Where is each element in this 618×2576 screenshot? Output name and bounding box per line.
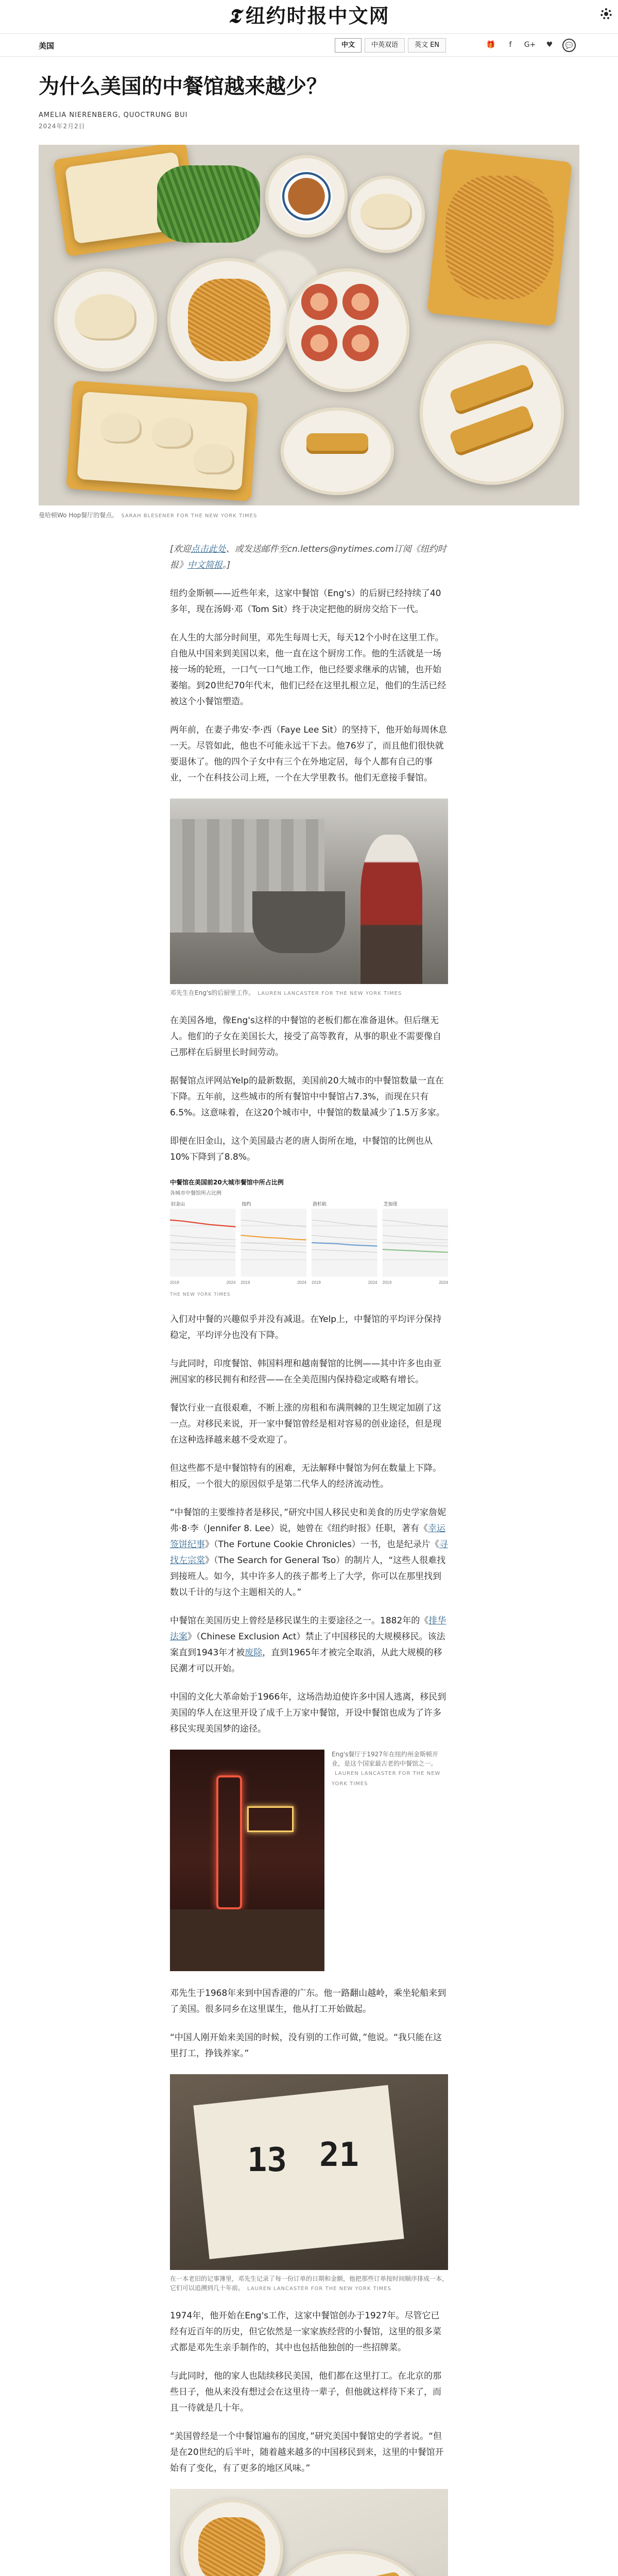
paragraph: “中餐馆的主要维持者是移民，”研究中国人移民史和美食的历史学家詹妮弗·8·李（Jennifer 8. Lee）说，她曾在《纽约时报》任职，著有《幸运签饼纪事》（The Fortune Cookie Chronicles）一书，也是纪录片《寻找左宗棠》（The Search for General Tso）的制片人，“这些人很难找到接班人。如今，其中许多人的孩子都考上了大学，你可以在那里找到数以千计的与这个主题相关的人。” bbox=[170, 1507, 448, 1598]
chart-panel-label: 纽约 bbox=[242, 1201, 251, 1207]
sign-caption: Eng's餐厅于1927年在纽约州金斯顿开业，是这个国家最古老的中餐馆之一。 LAUREN LANCASTER FOR THE NEW YORK TIMES bbox=[332, 1751, 441, 1787]
chart-title: 中餐馆在美国前20大城市餐馆中所占比例 bbox=[170, 1179, 284, 1186]
article-header bbox=[0, 72, 618, 130]
paragraph: 中餐馆在美国历史上曾经是移民谋生的主要途径之一。1882年的《排华法案》（Chinese Exclusion Act）禁止了中国移民的大规模移民。该法案直到1943年才被废除，直到1965年才被完全取消，从此大规模的移民潮才可以开始。 bbox=[170, 1616, 447, 1674]
logo-text: 纽约时报中文网 bbox=[245, 4, 390, 27]
chart-source: THE NEW YORK TIMES bbox=[170, 1292, 231, 1297]
paragraph: 纽约金斯顿——近些年来，这家中餐馆（Eng's）的后厨已经持续了40多年，现在汤姆·邓（Tom Sit）终于决定把他的厨房交给下一代。 bbox=[170, 588, 441, 615]
paragraph: 据餐馆点评网站Yelp的最新数据，美国前20大城市的中餐馆数量一直在下降。五年前，这些城市的所有餐馆中中餐馆占7.3%，而现在只有6.5%。这意味着，在这20个城市中，中餐馆的数量减少了1.5万多家。 bbox=[170, 1076, 445, 1118]
chart-panel-label: 旧金山 bbox=[171, 1201, 185, 1207]
chart-panel-label: 洛杉矶 bbox=[313, 1201, 327, 1207]
paragraph: 在人生的大部分时间里，邓先生每周七天，每天12个小时在这里工作。自他从中国来到美国以来，他一直在这个厨房工作。他的生活就是一场接一场的轮班，一口气一口气地工作，他已经要求继承的店铺，也开始萎缩。到20世纪70年代末，他们已经在这里扎根立足，他们的生活已经被这个小餐馆塑造。 bbox=[170, 633, 447, 707]
paragraph: 1974年，他开始在Eng's工作，这家中餐馆创办于1927年。尽管它已经有近百年的历史，但它依然是一家家族经营的小餐馆，这里的很多菜式都是邓先生亲手制作的，其中也包括他独创的一些招牌菜。 bbox=[170, 2311, 441, 2353]
chart-tick-label: 2019 bbox=[312, 1280, 321, 1285]
subscribe-link[interactable]: 点击此处 bbox=[191, 544, 226, 554]
hero-caption bbox=[39, 511, 579, 521]
headline: 为什么美国的中餐馆越来越少？ bbox=[39, 75, 327, 98]
section-link[interactable]: 美国 bbox=[39, 41, 55, 50]
language-switcher bbox=[335, 38, 446, 53]
chart-tick-label: 2019 bbox=[170, 1280, 179, 1285]
gear-icon[interactable] bbox=[600, 8, 612, 20]
save-icon[interactable]: ♥ bbox=[546, 41, 553, 49]
lang-chinese-button[interactable]: 中文 bbox=[335, 38, 362, 53]
chart-tick-label: 2024 bbox=[368, 1280, 377, 1285]
paragraph: 餐饮行业一直很艰难，不断上涨的房租和布满荆棘的卫生规定加剧了这一点。对移民来说，开一家中餐馆曾经是相对容易的创业途径，但是现在这种选择越来越不受欢迎了。 bbox=[170, 1403, 441, 1445]
article-body bbox=[170, 521, 448, 2576]
exclusion-act-link[interactable]: 排华法案 bbox=[170, 1616, 447, 1642]
book-link[interactable]: 幸运签饼纪事 bbox=[170, 1523, 445, 1550]
chart-tick-label: 2024 bbox=[226, 1280, 236, 1285]
gift-icon[interactable]: 🎁 bbox=[486, 41, 495, 49]
repeal-link[interactable]: 废除 bbox=[245, 1648, 263, 1658]
subscribe-note: [欢迎点击此处、或发送邮件至cn.letters@nytimes.com订阅《纽约时报》中文简报。] bbox=[170, 544, 447, 570]
chart-tick-label: 2024 bbox=[439, 1280, 448, 1285]
paragraph: “中国人刚开始来美国的时候，没有别的工作可做，”他说。“我只能在这里打工，挣钱养家。” bbox=[170, 2032, 442, 2059]
paragraph: 与此同时，印度餐馆、韩国料理和越南餐馆的比例——其中许多也由亚洲国家的移民拥有和经营——在全美范围内保持稳定或略有增长。 bbox=[170, 1359, 441, 1385]
logo-mark: 𝕿 bbox=[228, 4, 242, 27]
paragraph: 两年前，在妻子弗安·李·西（Faye Lee Sit）的坚持下，他开始每周休息一天。尽管如此，他也不可能永远干下去。他76岁了，而且他们很快就要退休了。他的四个子女中有三个在外地定居，每个人都有自己的事业，一个在科技公司上班，一个在大学里教书。他们无意接手餐馆。 bbox=[170, 725, 448, 783]
share-tools bbox=[484, 39, 576, 52]
photo-figure bbox=[170, 799, 448, 998]
ledger-photo: 13 21 bbox=[170, 2074, 448, 2270]
facebook-icon[interactable]: f bbox=[509, 41, 512, 49]
chart-tick-label: 2024 bbox=[297, 1280, 306, 1285]
paragraph: 与此同时，他的家人也陆续移民美国，他们都在这里打工。在北京的那些日子，他从来没有想过会在这里待一辈子，但他就这样待下来了，而且一待就是几十年。 bbox=[170, 2371, 441, 2413]
chart-tick-label: 2019 bbox=[241, 1280, 250, 1285]
byline[interactable]: AMELIA NIERENBERG, QUOCTRUNG BUI bbox=[39, 111, 188, 119]
newsletter-link[interactable]: 中文简报 bbox=[187, 560, 222, 570]
film-link[interactable]: 寻找左宗棠 bbox=[170, 1539, 448, 1566]
line-chart bbox=[170, 1199, 448, 1287]
chart-subtitle: 各城市中餐馆所占比例 bbox=[170, 1191, 221, 1196]
hero-credit: SARAH BLESENER FOR THE NEW YORK TIMES bbox=[121, 513, 258, 519]
photo-figure bbox=[170, 2074, 448, 2294]
section-nav bbox=[0, 34, 618, 57]
comment-icon[interactable]: 💬 bbox=[562, 39, 576, 52]
lang-english-button[interactable]: 英文 EN bbox=[408, 38, 446, 53]
chart-panel-label: 芝加哥 bbox=[383, 1201, 398, 1207]
paragraph: 邓先生于1968年来到中国香港的广东。他一路翻山越岭，乘坐轮船来到了美国。很多同乡在这里谋生，他从打工开始做起。 bbox=[170, 1988, 447, 2014]
lang-bilingual-button[interactable]: 中英双语 bbox=[365, 38, 405, 53]
hero-image bbox=[39, 145, 579, 505]
google-plus-icon[interactable]: G+ bbox=[524, 41, 536, 49]
hero-caption-text: 曼哈顿Wo Hop餐厅的餐点。 bbox=[39, 512, 118, 519]
paragraph: 即便在旧金山，这个美国最古老的唐人街所在地，中餐馆的比例也从10%下降到了8.8%。 bbox=[170, 1136, 433, 1162]
masthead bbox=[0, 0, 618, 34]
photo-caption: 邓先生在Eng's的后厨里工作。 LAUREN LANCASTER FOR THE NEW YORK TIMES bbox=[170, 989, 402, 996]
paragraph: “美国曾经是一个中餐馆遍布的国度，”研究美国中餐馆史的学者说。“但是在20世纪的后半叶，随着越来越多的中国移民到来，这里的中餐馆开始有了变化，有了更多的地区风味。” bbox=[170, 2431, 444, 2473]
photo-caption: 在一本老旧的记事簿里，邓先生记录了每一份订单的日期和金额，他把那些订单按时间顺序排成一本，它们可以追溯到几十年前。 LAUREN LANCASTER FOR THE NEW YORK TIMES bbox=[170, 2275, 449, 2292]
publish-date: 2024年2月2日 bbox=[39, 123, 85, 130]
cook-photo bbox=[170, 799, 448, 984]
sign-figure bbox=[170, 1750, 448, 1971]
paragraph: 但这些都不是中餐馆特有的困难，无法解释中餐馆为何在数量上下降。相反，一个很大的原因似乎是第二代华人的经济流动性。 bbox=[170, 1463, 441, 1489]
paragraph: 入们对中餐的兴趣似乎并没有减退。在Yelp上，中餐馆的平均评分保持稳定，平均评分也没有下降。 bbox=[170, 1314, 442, 1341]
chart-figure bbox=[170, 1178, 448, 1297]
site-logo[interactable] bbox=[0, 3, 618, 29]
paragraph: 中国的文化大革命始于1966年，这场浩劫迫使许多中国人逃离，移民到美国的华人在这里开设了成千上万家中餐馆，开设中餐馆也成为了许多移民实现美国梦的途径。 bbox=[170, 1692, 447, 1734]
photo-figure bbox=[170, 2489, 448, 2576]
paragraph: 在美国各地，像Eng's这样的中餐馆的老板们都在准备退休。但后继无人。他们的子女在美国长大，接受了高等教育，从事的职业不需要像自己那样在后厨里长时间劳动。 bbox=[170, 1015, 441, 1058]
dishes-photo bbox=[170, 2489, 448, 2576]
neon-sign-photo bbox=[170, 1750, 324, 1971]
chart-tick-label: 2019 bbox=[382, 1280, 392, 1285]
